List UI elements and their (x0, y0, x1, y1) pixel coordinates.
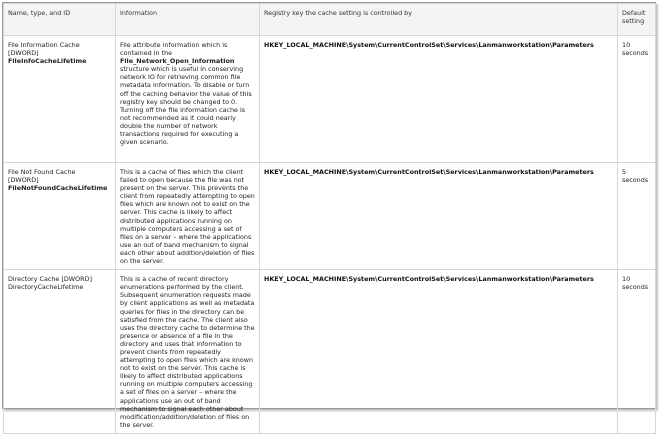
header-registry-key: Registry key the cache setting is controlled by (260, 4, 618, 36)
setting-type: [DWORD] (8, 49, 39, 58)
info-text-before: File attribute information which is contained in the (120, 41, 228, 58)
header-name-type-id: Name, type, and ID (4, 4, 116, 36)
setting-name: File Information Cache (8, 41, 80, 49)
setting-name: Directory Cache [DWORD] (8, 275, 93, 284)
table-row (4, 36, 656, 163)
setting-id: FileNotFoundCacheLifetime (8, 184, 108, 193)
header-information: Information (116, 4, 260, 36)
setting-id: FileInfoCacheLifetime (8, 57, 87, 66)
cell-information: This is a cache of files which the client failed to open because the file was not present on the server. This prevents the client from repeatedly attempting to open files which are known not to exist on the server. This cache is likely to affect distributed applications running on multiple computers accessing a set of files on a server – where the applications use an out of band mechanism to signal each other about addition/deletion of files on the server. (116, 163, 260, 270)
setting-name: File Not Found Cache (8, 168, 76, 176)
cache-settings-document (2, 2, 656, 429)
setting-type: [DWORD] (8, 176, 39, 185)
cell-information: This is a cache of recent directory enumerations performed by the client. Subsequent enumeration requests made by client applications as well as metadata queries for files in the directory can be satisfied from the cache. The client also uses the directory cache to determine the presence or absence of a file in the directory and uses that information to prevent clients from repeatedly attempting to open files which are known not to exist on the server. This cache is likely to affect distributed applications running on multiple computers accessing a set of files on a server – where the applications use an out of band mechanism to signal each other about modification/addition/deletion of files on the server. (116, 270, 260, 434)
cell-information (116, 36, 260, 163)
cell-registry-key: HKEY_LOCAL_MACHINE\System\CurrentControlSet\Services\Lanmanworkstation\Parameters (260, 36, 618, 163)
cell-name (4, 163, 116, 270)
cell-name (4, 36, 116, 163)
cell-default-setting: 5 seconds (618, 163, 656, 270)
cell-name (4, 270, 116, 434)
cell-registry-key: HKEY_LOCAL_MACHINE\System\CurrentControlSet\Services\Lanmanworkstation\Parameters (260, 270, 618, 434)
table-row (4, 270, 656, 434)
cell-default-setting: 10 seconds (618, 36, 656, 163)
info-structure-name: File_Network_Open_Information (120, 57, 235, 66)
info-text-after: structure which is useful in conserving network IO for retrieving common file metadata information. To disable or turn off the caching behavior the value of this registry key should be changed to 0. Turning off the file information cache is not recommended as it could nearly double the number of network transactions required for executing a given scenario. (120, 65, 252, 147)
cache-settings-table (3, 3, 656, 434)
table-header-row (4, 4, 656, 36)
table-row (4, 163, 656, 270)
cell-registry-key: HKEY_LOCAL_MACHINE\System\CurrentControlSet\Services\Lanmanworkstation\Parameters (260, 163, 618, 270)
header-default-setting: Default setting (618, 4, 656, 36)
setting-id: DirectoryCacheLifetime (8, 283, 84, 292)
cell-default-setting: 10 seconds (618, 270, 656, 434)
